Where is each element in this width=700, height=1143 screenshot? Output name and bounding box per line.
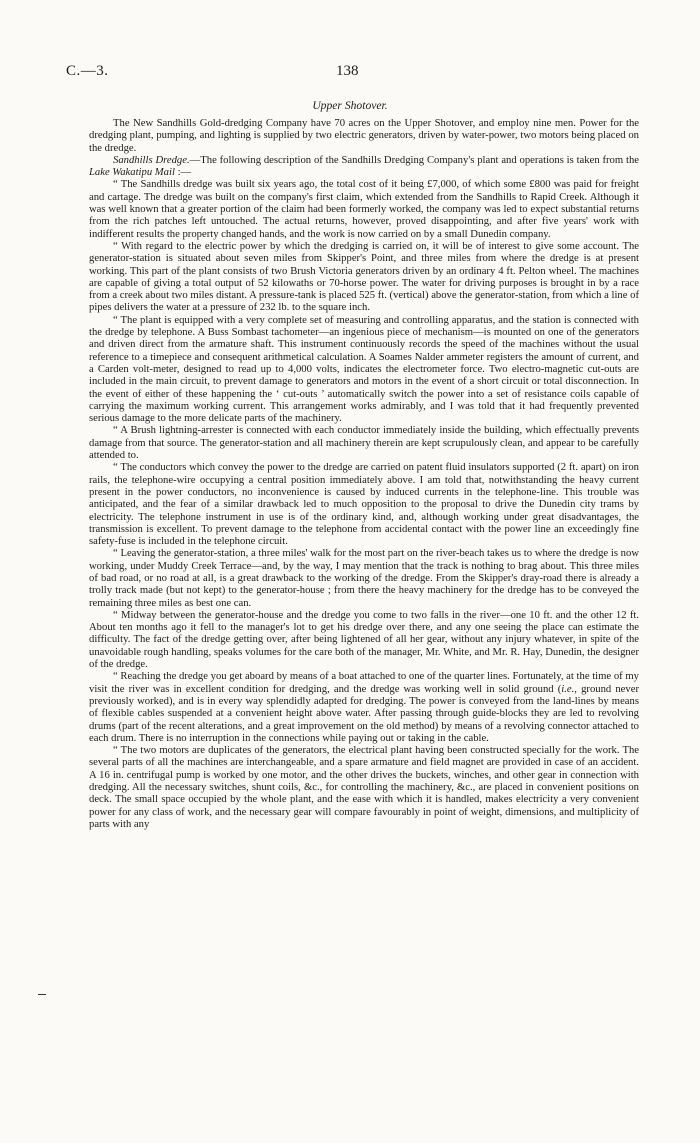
paragraph: “ The two motors are duplicates of the generators, the electrical plant having been constructed specially for the work. The several parts of all the machines are interchangeable, and a spare armature and field magnet are provided in case of an accident. A 16 in. centrifugal pump is worked by one motor, and the other drives the buckets, winches, and other gear in connection with dredging. All the necessary switches, shunt coils, &c., for controlling the machinery, &c., are placed in convenient positions on deck. The small space occupied by the whole plant, and the ease with which it is handled, makes electricity a very convenient power for any class of work, and the necessary gear will compare favourably in point of weight, dimensions, and multiplicity of parts with any — [89, 745, 639, 830]
paragraph — [89, 671, 639, 745]
body-text — [89, 118, 639, 831]
paragraph: “ A Brush lightning-arrester is connected with each conductor immediately inside the building, which effectually prevents damage from that source. The generator-station and all machinery therein are kept scrupulously clean, and appear to be carefully attended to. — [89, 425, 639, 462]
section-title: Upper Shotover. — [312, 99, 388, 112]
margin-mark — [38, 994, 46, 995]
paragraph-text: —The following description of the Sandhills Dredging Company's plant and operations is taken from the — [189, 154, 639, 166]
paragraph-text: , ground never previously worked), and is in every way splendidly adapted for dredging. The power is conveyed from the land-lines by means of flexible cables suspended at a convenient height above water. After passing through guide-blocks they are led to revolving drums (part of the recent alterations, and a great improvement on the old method) by means of a revolving connector attached to each drum. There is no interruption in the connections while paying out or taking in the cable. — [89, 683, 639, 744]
abbreviation: i.e. — [561, 683, 575, 695]
paragraph — [89, 155, 639, 180]
paragraph-text: :— — [174, 167, 192, 179]
paragraph-text: “ Reaching the dredge you get aboard by means of a boat attached to one of the quarter lines. Fortunately, at the time of my visit the river was in excellent condition for dredging, and the dredge was working well in solid ground ( — [89, 671, 639, 695]
paragraph: “ The Sandhills dredge was built six years ago, the total cost of it being £7,000, of which some £800 was paid for freight and cartage. The dredge was built on the company's first claim, which extended from the Sandhills to Rapid Creek. Although it was well known that a greater portion of the claim had been formerly worked, the company was led to expect substantial returns from the rich patches left untouched. The actual returns, however, proved disappointing, and after five years' work with indifferent results the property changed hands, and the work is now carried on by a small Dunedin company. — [89, 179, 639, 240]
paragraph: “ With regard to the electric power by which the dredging is carried on, it will be of interest to give some account. The generator-station is situated about seven miles from Skipper's Point, and three miles from where the dredge is at present working. This part of the plant consists of two Brush Victoria generators driven by an ordinary 4 ft. Pelton wheel. The machines are capable of giving a total output of 52 kilowaths or 70-horse power. The water for driving purposes is brought in by a race from a creek about two miles distant. A pressure-tank is placed 525 ft. (vertical) above the generator-station, from which a line of pipes delivers the water at a pressure of 232 lb. to the square inch. — [89, 240, 639, 314]
paragraph: “ Leaving the generator-station, a three miles' walk for the most part on the river-beach takes us to where the dredge is now working, under Muddy Creek Terrace—and, by the way, I may mention that the track is nothing to brag about. This three miles of bad road, or no road at all, is a great drawback to the working of the dredge. From the Skipper's dray-road there is already a trolly track made (but not kept) to the generator-house ; from there the heavy machinery for the dredge has to be conveyed the remaining three miles as best one can. — [89, 548, 639, 609]
subheading: Sandhills Dredge. — [113, 154, 190, 166]
paragraph: “ The conductors which convey the power to the dredge are carried on patent fluid insulators supported (2 ft. apart) on iron rails, the telephone-wire occupying a central position immediately above. I am told that, notwithstanding the heavy current present in the power conductors, no inconvenience is caused by induced currents in the telephone-line. This trouble was anticipated, and the fear of a similar drawback led to much opposition to the proposal to drive the Dunedin city trams by electricity. The telephone instrument in use is of the ordinary kind, and, although working under great disadvantages, the transmission is excellent. To prevent damage to the telephone from accidental contact with the power line an exceedingly fine safety-fuse is included in the telephone circuit. — [89, 462, 639, 548]
paragraph: “ The plant is equipped with a very complete set of measuring and controlling apparatus, and the station is connected with the dredge by telephone. A Buss Sombast tachometer—an ingenious piece of mechanism—is mounted on one of the generators and driven direct from the armature shaft. This instrument continuously records the speed of the machines without the usual reference to a timepiece and consequent arithmetical calculation. A Soames Nalder ammeter registers the amount of current, and a Carden volt-meter, designed to read up to 4,000 volts, indicates the electrometer force. Two electro-magnetic cut-outs are included in the main circuit, to prevent damage to generators and motors in the event of a short circuit or total disconnection. In the event of either of these happening the ‘ cut-outs ’ automatically switch the power into a set of resistance coils capable of carrying the maximum working current. This arrangement works admirably, and I was told that it had frequently prevented serious damage to the more delicate parts of the machinery. — [89, 314, 639, 425]
page-number: 138 — [336, 63, 359, 79]
series-reference: C.—3. — [66, 63, 109, 79]
paragraph: “ Midway between the generator-house and the dredge you come to two falls in the river—one 10 ft. and the other 12 ft. About ten months ago it fell to the manager's lot to get his dredge over there, and any one seeing the place can estimate the difficulty. The fact of the dredge getting over, after being lightened of all her gear, without any injury whatever, in spite of the unavoidable rough handling, speaks volumes for the care both of the manager, Mr. White, and Mr. R. Hay, Dunedin, the designer of the dredge. — [89, 609, 639, 671]
source-title: Lake Wakatipu Mail — [89, 167, 175, 179]
paragraph: The New Sandhills Gold-dredging Company have 70 acres on the Upper Shotover, and employ nine men. Power for the dredging plant, pumping, and lighting is supplied by two electric generators, driven by water-power, two motors being placed on the dredge. — [89, 118, 639, 154]
